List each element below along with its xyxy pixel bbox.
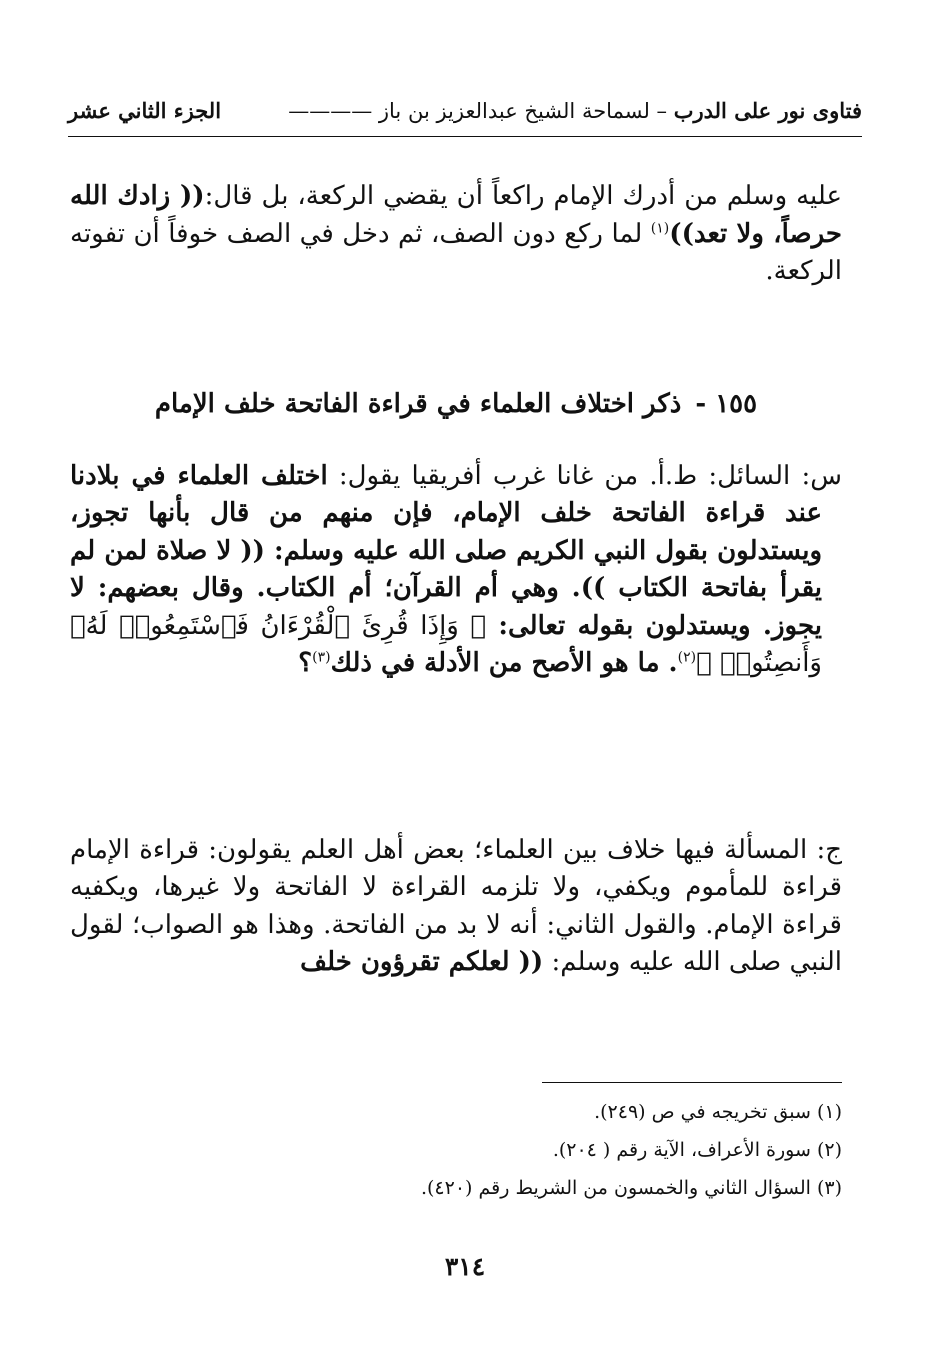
footnote-3: (٣) السؤال الثاني والخمسون من الشريط رقم (٤٢٠).: [420, 1177, 842, 1199]
question-prefix: س: السائل: ط.أ. من غانا غرب أفريقيا يقول:: [327, 461, 842, 491]
intro-hadith-quote: (( زادك الله حرصاً، ولا تعد)): [70, 181, 843, 249]
section-heading: [70, 389, 842, 419]
footnote-ref-3: (٣): [312, 649, 331, 666]
footnotes: [70, 1093, 842, 1207]
question-ending: . ما هو الأصح من الأدلة في ذلك: [330, 648, 678, 679]
intro-paragraph: [70, 178, 842, 291]
footnote-ref-1: (١): [650, 220, 670, 237]
header-book-title: فتاوى نور على الدرب: [673, 97, 862, 123]
running-header: [68, 92, 862, 128]
footnote-1: (١) سبق تخريجه في ص (٢٤٩).: [594, 1101, 842, 1123]
footnote-ref-2: (٢): [677, 649, 697, 666]
header-title: [288, 98, 862, 123]
page-number: ٣١٤: [444, 1252, 486, 1281]
answer-text: ج: المسألة فيها خلاف بين العلماء؛ بعض أهل العلم يقولون: قراءة الإمام قراءة للمأموم ويكفي، ولا تلزمه القراءة لا الفاتحة ولا غيرها، ويكفيه قراءة الإمام. والقول الثاني: أنه لا بد من الفاتحة. وهذا هو الصواب؛ لقول النبي صلى الله عليه وسلم:: [70, 835, 842, 978]
question-text: اختلف العلماء في بلادنا عند قراءة الفاتحة خلف الإمام، فإن منهم من قال بأنها تجوز، ويستدلون بقول النبي الكريم صلى الله عليه وسلم: (( لا صلاة لمن لم يقرأ بفاتحة الكتاب )). وهي أم القرآن؛ أم الكتاب. وقال بعضهم: لا يجوز. ويستدلون بقوله تعالى:: [70, 461, 822, 641]
intro-text-after: لما ركع دون الصف، ثم دخل في الصف خوفاً أن تفوته الركعة.: [70, 218, 842, 287]
footnote-2: (٢) سورة الأعراف، الآية رقم ( ٢٠٤).: [552, 1139, 842, 1161]
header-author: – لسماحة الشيخ عبدالعزيز بن باز ————: [288, 98, 674, 123]
quran-verse: ﴿ وَإِذَا قُرِئَ ٱلْقُرْءَانُ فَٱسْتَمِعُوا۟ لَهُۥ وَأَنصِتُوا۟ ﴾: [70, 610, 822, 679]
question-mark: ؟: [298, 648, 313, 679]
section-title: ذكر اختلاف العلماء في قراءة الفاتحة خلف الإمام: [154, 389, 682, 419]
intro-text-before: عليه وسلم من أدرك الإمام راكعاً أن يقضي الركعة، بل قال:: [204, 181, 843, 211]
header-part: الجزء الثاني عشر: [68, 97, 222, 123]
question-paragraph: [70, 458, 842, 683]
section-number: ١٥٥ -: [695, 389, 758, 419]
header-divider: [68, 136, 862, 137]
answer-paragraph: [70, 832, 842, 982]
footnote-divider: [542, 1082, 842, 1083]
answer-hadith-quote: (( لعلكم تقرؤون خلف: [300, 947, 544, 978]
